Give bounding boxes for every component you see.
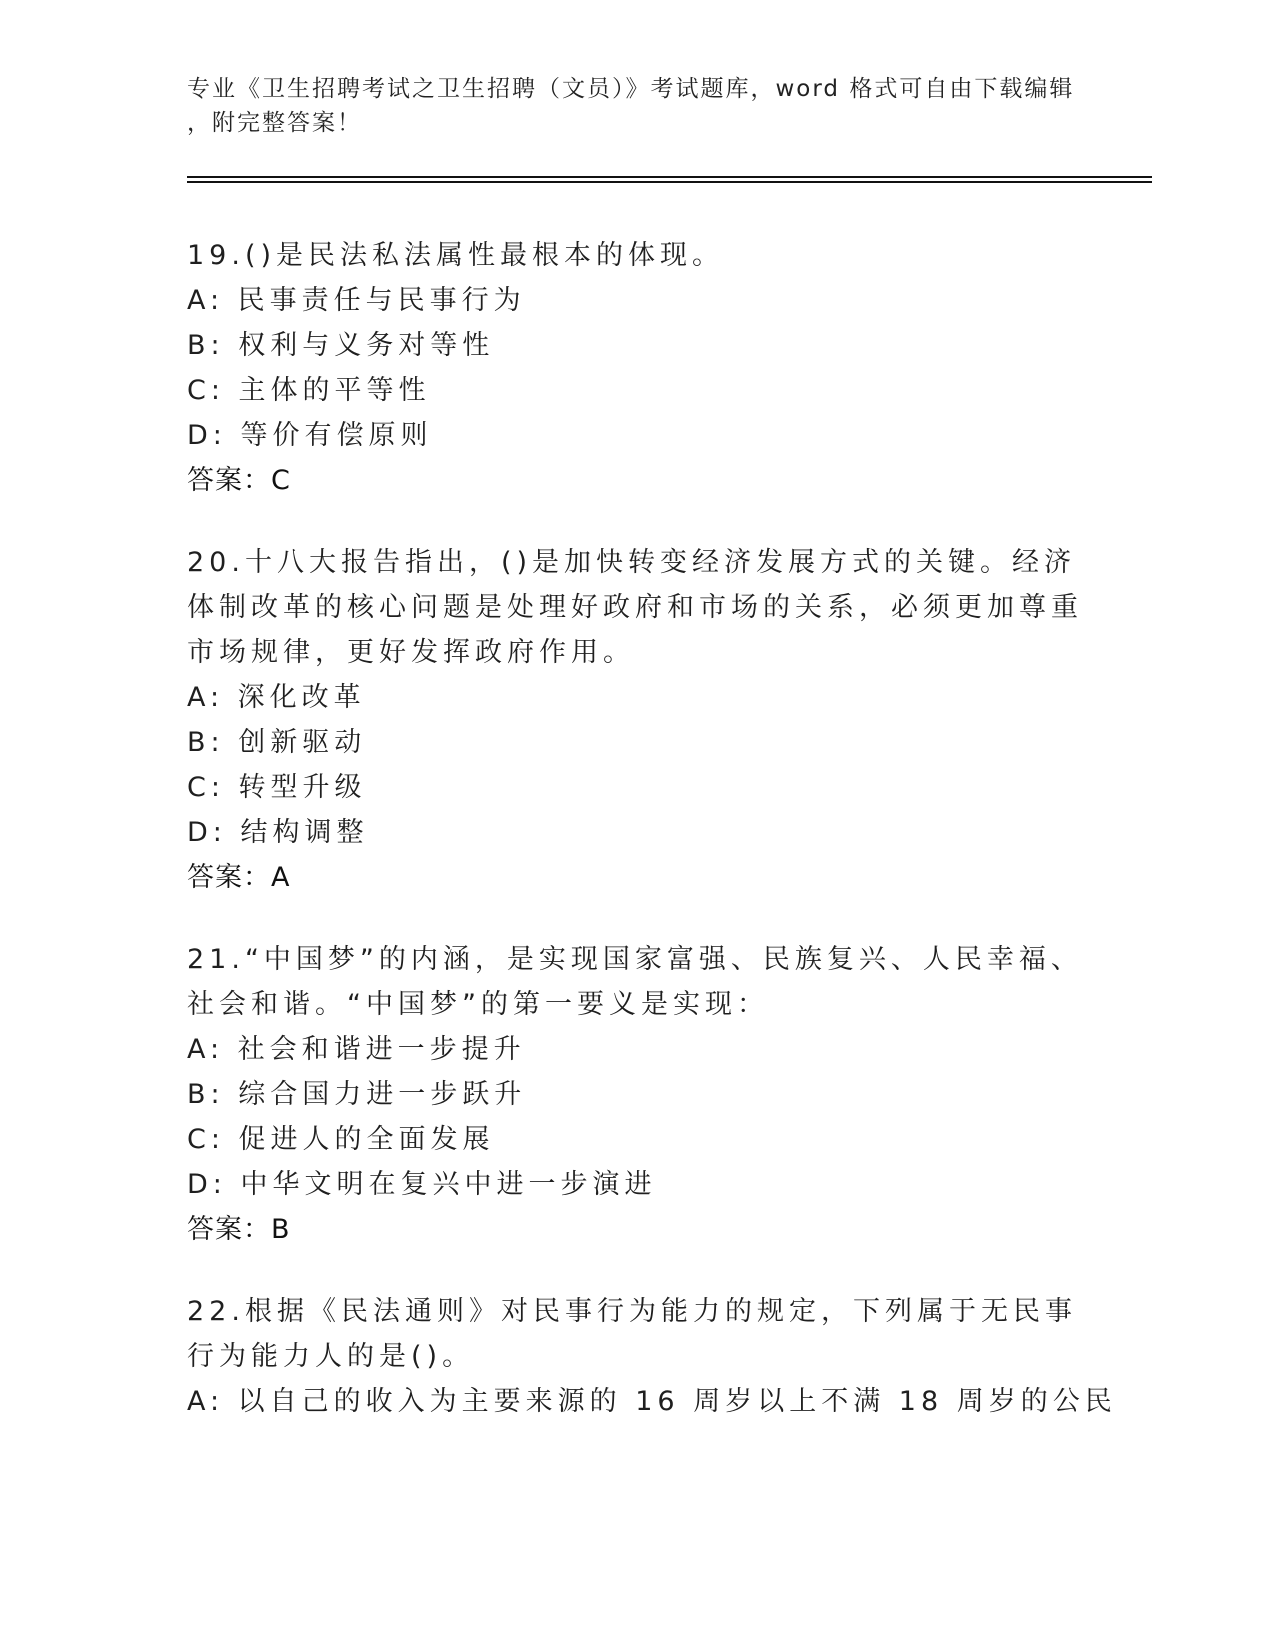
- option-d: D: 等价有偿原则: [187, 420, 433, 451]
- option-c: C: 促进人的全面发展: [187, 1124, 495, 1155]
- option-a: A: 民事责任与民事行为: [187, 285, 526, 316]
- answer-line: 答案：A: [187, 862, 291, 893]
- question-stem: 19.()是民法私法属性最根本的体现。: [187, 240, 725, 271]
- option-a: A: 以自己的收入为主要来源的 16 周岁以上不满 18 周岁的公民: [187, 1386, 1117, 1417]
- header-rule-bottom: [187, 181, 1152, 183]
- question-21: [187, 937, 1087, 1252]
- question-stem: 21.“中国梦”的内涵，是实现国家富强、民族复兴、人民幸福、社会和谐。“中国梦”的第一要义是实现：: [187, 944, 1083, 1020]
- answer-line: 答案：B: [187, 1214, 291, 1245]
- question-19: [187, 233, 1087, 503]
- option-b: B: 权利与义务对等性: [187, 330, 495, 361]
- option-a: A: 社会和谐进一步提升: [187, 1034, 526, 1065]
- question-22: [187, 1289, 1117, 1424]
- question-20: [187, 540, 1087, 900]
- option-c: C: 转型升级: [187, 772, 367, 803]
- question-stem: 22.根据《民法通则》对民事行为能力的规定，下列属于无民事行为能力人的是()。: [187, 1296, 1077, 1372]
- header-line-2: ，附完整答案！: [187, 110, 362, 136]
- header-line-1: 专业《卫生招聘考试之卫生招聘（文员）》考试题库，word 格式可自由下载编辑: [187, 76, 1075, 102]
- option-d: D: 中华文明在复兴中进一步演进: [187, 1169, 657, 1200]
- option-b: B: 创新驱动: [187, 727, 367, 758]
- document-header: [187, 72, 1077, 140]
- option-c: C: 主体的平等性: [187, 375, 431, 406]
- answer-line: 答案：C: [187, 465, 291, 496]
- option-b: B: 综合国力进一步跃升: [187, 1079, 527, 1110]
- header-rule-top: [187, 176, 1152, 178]
- question-list: [187, 233, 1117, 1461]
- question-stem: 20.十八大报告指出，()是加快转变经济发展方式的关键。经济体制改革的核心问题是处理好政府和市场的关系，必须更加尊重市场规律，更好发挥政府作用。: [187, 547, 1083, 668]
- option-d: D: 结构调整: [187, 817, 369, 848]
- option-a: A: 深化改革: [187, 682, 366, 713]
